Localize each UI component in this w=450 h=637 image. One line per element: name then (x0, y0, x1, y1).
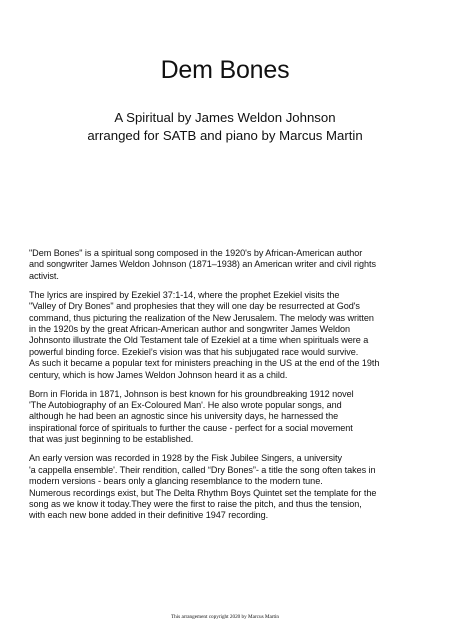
document-title: Dem Bones (160, 56, 290, 84)
text-line: with each new bone added in their definitive 1947 recording. (29, 510, 269, 521)
text-line: command, thus picturing the realization of the New Jerusalem. The melody was written (29, 312, 374, 323)
text-line: As such it became a popular text for ministers preaching in the US at the end of the 19th (29, 358, 380, 369)
text-line: powerful binding force. Ezekiel’s vision was that his subjugated race would survive. (29, 346, 359, 357)
text-line: The lyrics are inspired by Ezekiel 37:1-14, where the prophet Ezekiel visits the (29, 289, 340, 300)
text-line: that was just beginning to be established. (29, 434, 194, 445)
paragraph-biography (29, 389, 439, 446)
paragraph-lyrics (29, 290, 439, 381)
text-line: inspirational force of spirituals to further the cause - perfect for a social movement (29, 422, 353, 433)
text-line: and songwriter James Weldon Johnson (1871–1938) an American writer and civil rights (29, 259, 376, 270)
subtitle-line-2: arranged for SATB and piano by Marcus Martin (87, 128, 363, 143)
text-line: 'The Autobiography of an Ex-Coloured Man'. He also wrote popular songs, and (29, 400, 342, 411)
text-line: century, which is how James Weldon Johnson heard it as a child. (29, 369, 288, 380)
text-line: An early version was recorded in 1928 by the Fisk Jubilee Singers, a university (29, 453, 342, 464)
copyright-footer: This arrangement copyright 2020 by Marcus Martin (170, 614, 280, 620)
paragraph-intro (29, 248, 439, 282)
text-line: 'a cappella ensemble'. Their rendition, called “Dry Bones”- a title the song often takes in (29, 464, 376, 475)
text-line: Numerous recordings exist, but The Delta Rhythm Boys Quintet set the template for the (29, 487, 377, 498)
text-line: Born in Florida in 1871, Johnson is best known for his groundbreaking 1912 novel (29, 388, 354, 399)
text-line: in the 1920s by the great African-American author and songwriter James Weldon (29, 324, 351, 335)
text-line: Johnsonto illustrate the Old Testament tale of Ezekiel at a time when spirituals were a (29, 335, 369, 346)
text-line: "Dem Bones" is a spiritual song composed in the 1920's by African-American author (29, 248, 363, 258)
text-line: although he had been an agnostic since his university days, he harnessed the (29, 411, 339, 422)
document-body (29, 248, 439, 529)
text-line: modern versions - bears only a glancing resemblance to the modern tune. (29, 476, 323, 487)
text-line: song as we know it today.They were the first to raise the pitch, and thus the tension, (29, 498, 362, 509)
paragraph-recordings (29, 453, 439, 521)
text-line: activist. (29, 270, 59, 281)
subtitle-line-1: A Spiritual by James Weldon Johnson (114, 110, 336, 125)
text-line: "Valley of Dry Bones" and prophesies that they will one day be resurrected at God's (29, 301, 360, 312)
